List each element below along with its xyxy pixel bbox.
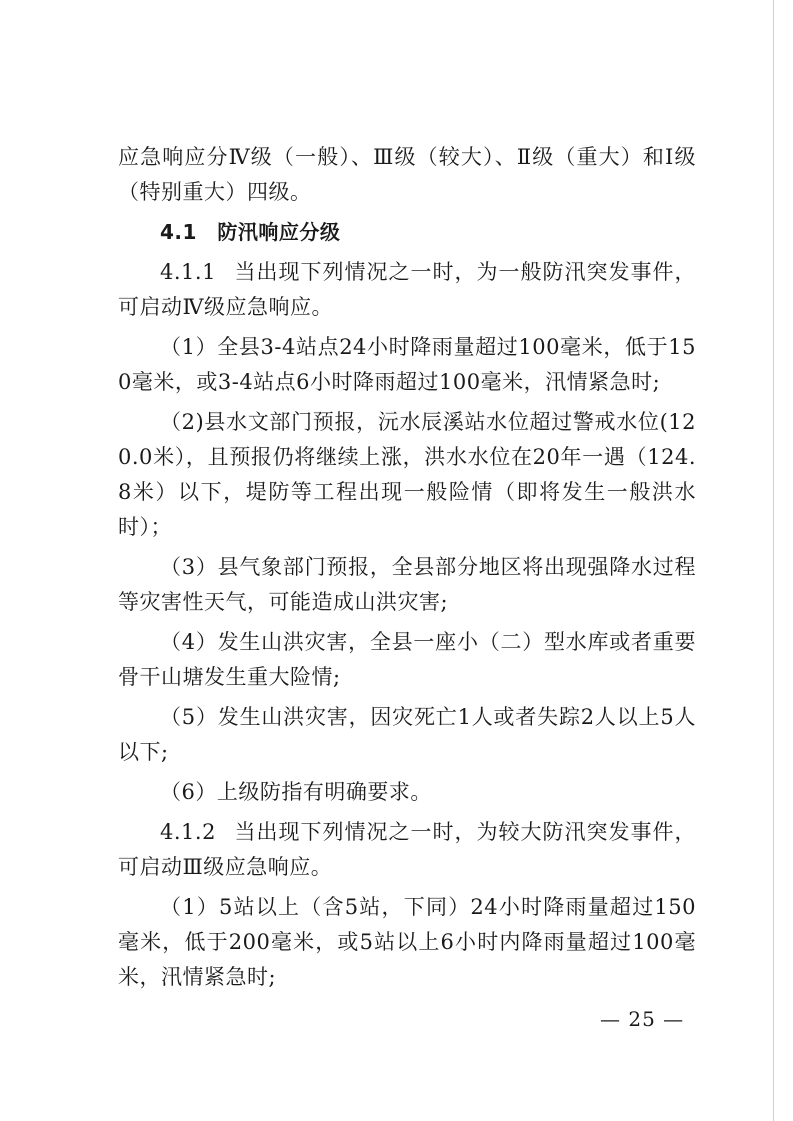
- condition-item-3: （3）县气象部门预报，全县部分地区将出现强降水过程等灾害性天气，可能造成山洪灾害;: [118, 555, 696, 614]
- condition-item-1: （1）全县3-4站点24小时降雨量超过100毫米，低于150毫米，或3-4站点6小时降雨超过100毫米，汛情紧急时;: [118, 335, 696, 394]
- section-heading-4-1: 4.1 防汛响应分级: [160, 220, 341, 244]
- paragraph-response-levels: 应急响应分Ⅳ级（一般）、Ⅲ级（较大）、Ⅱ级（重大）和Ⅰ级（特别重大）四级。: [118, 145, 696, 204]
- clause-text: 当出现下列情况之一时，为较大防汛突发事件，可启动Ⅲ级应急响应。: [118, 820, 696, 879]
- condition-item-2: （2)县水文部门预报，沅水辰溪站水位超过警戒水位(120.0米），且预报仍将继续上涨，洪水水位在20年一遇（124.8米）以下，堤防等工程出现一般险情（即将发生一般洪水时）；: [118, 410, 696, 539]
- condition-item-1-level3: （1）5站以上（含5站，下同）24小时降雨量超过150毫米，低于200毫米，或5站以上6小时内降雨量超过100毫米，汛情紧急时;: [118, 895, 696, 989]
- condition-item-4: （4）发生山洪灾害，全县一座小（二）型水库或者重要骨干山塘发生重大险情;: [118, 630, 696, 689]
- document-body: [118, 140, 696, 1000]
- clause-4-1-1: [118, 255, 696, 325]
- clause-number: 4.1.2: [160, 820, 216, 844]
- clause-number: 4.1.1: [160, 260, 216, 284]
- clause-text: 当出现下列情况之一时，为一般防汛突发事件，可启动Ⅳ级应急响应。: [118, 260, 696, 319]
- clause-4-1-2: [118, 815, 696, 885]
- page-number: — 25 —: [600, 1007, 685, 1031]
- condition-item-6: （6）上级防指有明确要求。: [160, 780, 432, 804]
- condition-item-5: （5）发生山洪灾害，因灾死亡1人或者失踪2人以上5人以下;: [118, 705, 696, 764]
- page-edge-line: [773, 0, 774, 1121]
